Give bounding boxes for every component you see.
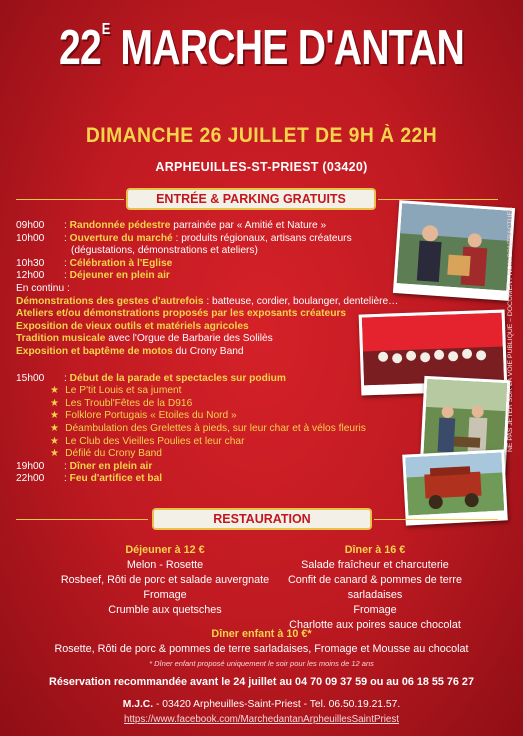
lunch-title: Déjeuner à 12 € <box>125 544 205 556</box>
continu-head: Exposition de vieux outils et matériels agricoles <box>16 320 249 332</box>
schedule-text: : Randonnée pédestre parrainée par « Amitié et Nature » <box>64 220 327 231</box>
schedule-rest: : produits régionaux, artisans créateurs <box>172 232 352 244</box>
schedule-text: : Dîner en plein air <box>64 460 153 472</box>
schedule-head: Dîner en plein air <box>69 460 153 472</box>
kids-items: Rosette, Rôti de porc & pommes de terre sarladaises, Fromage et Mousse au chocolat <box>54 643 469 655</box>
dinner-title: Dîner à 16 € <box>344 544 406 556</box>
parade-item-label: Le Club des Vieilles Poulies et leur char <box>65 435 245 447</box>
schedule-rest: (dégustations, démonstrations et ateliers) <box>71 245 258 257</box>
star-icon: ★ <box>50 385 60 397</box>
continu-item <box>16 346 411 359</box>
schedule-row <box>16 473 411 486</box>
parade-item-label: Déambulation des Grelettes à pieds, sur leur char et à vélos fleuris <box>65 422 366 434</box>
edition-suffix: E <box>101 21 111 38</box>
menu-item: Melon - Rosette <box>126 559 204 571</box>
schedule-head: Feu d'artifice et bal <box>69 473 163 485</box>
parade-item-label: Le P'tit Louis et sa jument <box>65 385 182 397</box>
schedule-head: Randonnée pédestre <box>69 220 171 231</box>
schedule-head: Déjeuner en plein air <box>69 270 170 282</box>
continu-rest: du Crony Band <box>172 345 244 357</box>
schedule-time: 12h00 <box>16 270 45 282</box>
star-icon: ★ <box>50 435 60 447</box>
parade-item-label: Folklore Portugais « Etoiles du Nord » <box>65 410 237 422</box>
menu-item: Salade fraîcheur et charcuterie <box>301 559 449 571</box>
parade-row <box>16 373 411 386</box>
photo-crowd-image <box>362 313 504 386</box>
contact-details: - 03420 Arpheuilles-Saint-Priest - Tel. 06.50.19.21.57. <box>153 699 401 710</box>
continu-head: Tradition musicale <box>16 333 106 345</box>
photo-musicians-image <box>397 203 512 290</box>
schedule-text: : Célébration à l'Eglise <box>64 257 173 269</box>
continu-label: En continu : <box>16 282 70 294</box>
banner-line-left <box>16 199 124 200</box>
schedule-time: 22h00 <box>16 473 45 485</box>
continu-item <box>16 296 411 309</box>
schedule-head: Ouverture du marché <box>69 232 173 244</box>
parade-item <box>16 385 411 398</box>
banner-line-right <box>374 519 498 520</box>
continu-rest: : batteuse, cordier, boulanger, dentelière… <box>203 295 399 307</box>
schedule <box>16 220 411 486</box>
menu-item: Crumble aux quetsches <box>108 604 222 616</box>
photo-musicians <box>393 200 515 301</box>
photo-thresher <box>402 449 508 525</box>
schedule-row <box>16 220 411 233</box>
continu-head: Exposition et baptême de motos <box>16 345 173 357</box>
entry-banner: ENTRÉE & PARKING GRATUITS <box>128 190 374 208</box>
parade-label: Début de la parade et spectacles sur podium <box>69 372 286 384</box>
parade-item <box>16 423 411 436</box>
star-icon: ★ <box>50 422 60 434</box>
parade-item <box>16 436 411 449</box>
continu-rest: avec l'Orgue de Barbarie des Solilès <box>105 333 273 345</box>
menu-item: Rosbeef, Rôti de porc et salade auvergnate <box>60 574 270 586</box>
dinner-menu <box>262 543 488 633</box>
continu-item <box>16 333 411 346</box>
parade-item <box>16 398 411 411</box>
star-icon: ★ <box>50 410 60 422</box>
schedule-text: : Déjeuner en plein air <box>64 270 170 282</box>
parade-item <box>16 448 411 461</box>
photo-thresher-image <box>405 453 504 516</box>
schedule-text: : Ouverture du marché : produits régionaux, artisans créateurs <box>64 232 352 244</box>
menu-item: Confit de canard & pommes de terre sarladaises <box>287 574 463 601</box>
menu-item: Charlotte aux poires sauce chocolat <box>289 619 461 631</box>
schedule-time: 10h00 <box>16 232 45 244</box>
banner-line-right <box>378 199 498 200</box>
schedule-row <box>16 233 411 246</box>
parade-item-label: Les Troubl'Fêtes de la D916 <box>65 397 193 409</box>
continu-head: Démonstrations des gestes d'autrefois <box>16 295 204 307</box>
kids-title: Dîner enfant à 10 €* <box>211 628 312 640</box>
schedule-text: : Début de la parade et spectacles sur podium <box>64 372 286 384</box>
banner-line-left <box>16 519 148 520</box>
facebook-link[interactable]: https://www.facebook.com/MarchedantanArpheuillesSaintPriest <box>124 714 399 725</box>
event-name: MARCHE D'ANTAN <box>120 21 465 75</box>
kids-note: * Dîner enfant proposé uniquement le soir pour les moins de 12 ans <box>149 659 374 668</box>
reservation: Réservation recommandée avant le 24 juillet au 04 70 09 37 59 ou au 06 18 55 76 27 <box>49 676 474 688</box>
parade-item <box>16 410 411 423</box>
restauration-banner: RESTAURATION <box>154 510 370 528</box>
kids-menu <box>0 627 523 657</box>
schedule-row <box>16 258 411 271</box>
event-date: DIMANCHE 26 JUILLET DE 9H À 22H <box>85 124 438 147</box>
schedule-text: : Feu d'artifice et bal <box>64 473 163 485</box>
menu-item: Fromage <box>143 589 187 601</box>
poster-title <box>52 4 470 74</box>
schedule-time: 10h30 <box>16 257 45 269</box>
parade-item-label: Défilé du Crony Band <box>65 448 162 460</box>
schedule-rest: parrainée par « Amitié et Nature » <box>170 220 327 231</box>
side-note: NE PAS JETER SUR LA VOIE PUBLIQUE – DOCUMENT NON CONTRACTUEL <box>507 207 514 453</box>
continu-item <box>16 308 411 321</box>
schedule-row <box>16 270 411 283</box>
schedule-time: 09h00 <box>16 220 45 231</box>
event-place: ARPHEUILLES-ST-PRIEST (03420) <box>155 160 368 174</box>
continu-item <box>16 321 411 334</box>
schedule-row <box>16 461 411 474</box>
schedule-head: Célébration à l'Eglise <box>69 257 173 269</box>
star-icon: ★ <box>50 397 60 409</box>
lunch-menu <box>60 543 270 618</box>
star-icon: ★ <box>50 448 60 460</box>
schedule-row <box>16 245 411 258</box>
edition-number: 22 <box>58 21 101 75</box>
schedule-time: 19h00 <box>16 460 45 472</box>
contact <box>0 699 523 710</box>
menu-item: Fromage <box>353 604 397 616</box>
schedule-time: 15h00 <box>16 372 45 384</box>
contact-org: M.J.C. <box>122 699 154 710</box>
continu-head: Ateliers et/ou démonstrations proposés par les exposants créateurs <box>16 308 347 320</box>
